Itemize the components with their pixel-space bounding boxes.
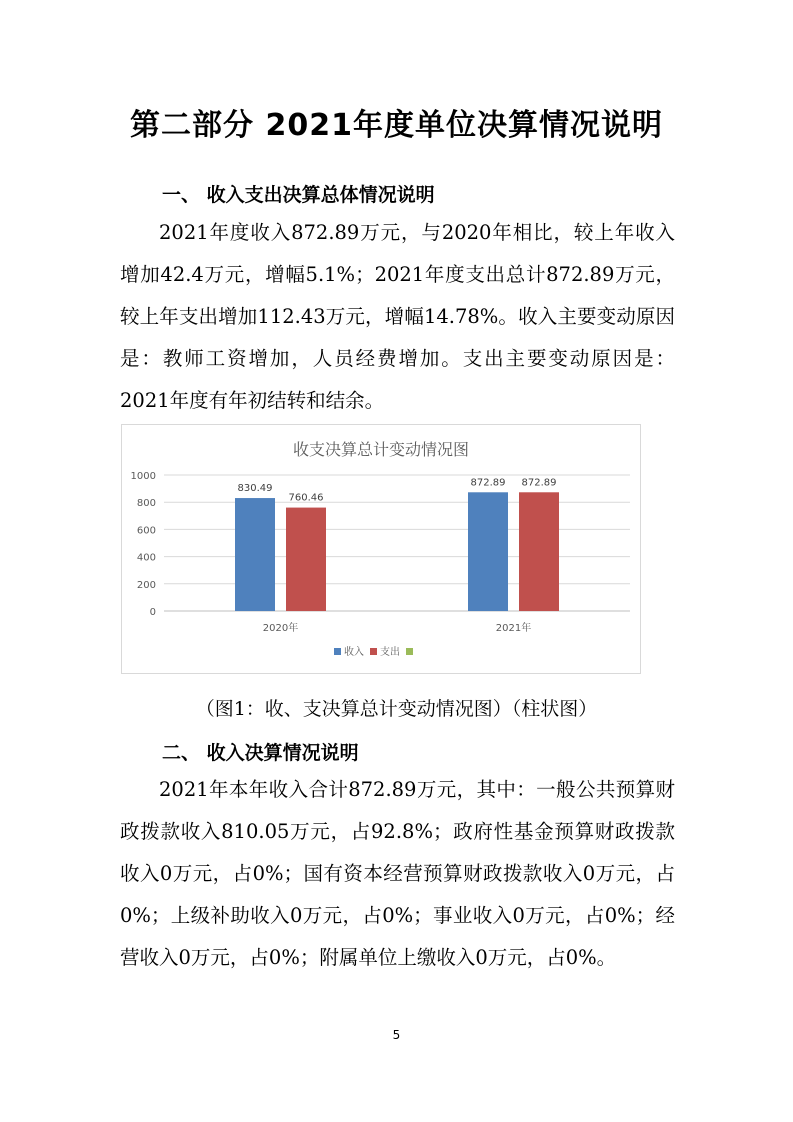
section-1-heading: 一、 收入支出决算总体情况说明 [162, 184, 435, 206]
page-title: 第二部分 2021年度单位决算情况说明 [130, 108, 663, 143]
bar-chart [121, 424, 641, 674]
section-2-heading: 二、 收入决算情况说明 [162, 742, 359, 764]
y-tick-label: 600 [136, 525, 156, 537]
figure-caption: （图1：收、支决算总计变动情况图）（柱状图） [195, 698, 598, 720]
bar [468, 492, 508, 611]
legend-label: 收入 [344, 647, 364, 658]
page-number: 5 [392, 1028, 401, 1042]
y-tick-label: 400 [136, 552, 156, 564]
legend-swatch [406, 648, 413, 655]
section-2-paragraph: 2021年本年收入合计872.89万元，其中：一般公共预算财政拨款收入810.05万元，占92.8%；政府性基金预算财政拨款收入0万元，占0%；国有资本经营预算财政拨款收入0万元，占0%；上级补助收入0万元，占0%；事业收入0万元，占0%；经营收入0万元，占0%；附属单位上缴收入0万元，占0%。 [120, 778, 675, 969]
data-label: 830.49 [237, 483, 273, 495]
chart-svg [122, 425, 640, 673]
bar [235, 498, 275, 611]
legend-swatch [334, 648, 341, 655]
chart-title: 收支决算总计变动情况图 [292, 440, 470, 459]
data-label: 760.46 [288, 492, 324, 504]
data-label: 872.89 [470, 477, 506, 489]
x-tick-label: 2021年 [495, 623, 532, 634]
section-1-paragraph: 2021年度收入872.89万元，与2020年相比，较上年收入增加42.4万元，增幅5.1%；2021年度支出总计872.89万元，较上年支出增加112.43万元，增幅14.78%。收入主要变动原因是：教师工资增加，人员经费增加。支出主要变动原因是：2021年度有年初结转和结余。 [120, 221, 675, 412]
bar [286, 508, 326, 611]
bar [519, 492, 559, 611]
legend-swatch [370, 648, 377, 655]
data-label: 872.89 [521, 477, 557, 489]
y-tick-label: 200 [136, 579, 156, 591]
y-tick-label: 800 [136, 498, 156, 510]
legend-label: 支出 [380, 647, 400, 658]
x-tick-label: 2020年 [262, 623, 299, 634]
y-tick-label: 1000 [130, 471, 156, 482]
y-tick-label: 0 [149, 607, 156, 618]
